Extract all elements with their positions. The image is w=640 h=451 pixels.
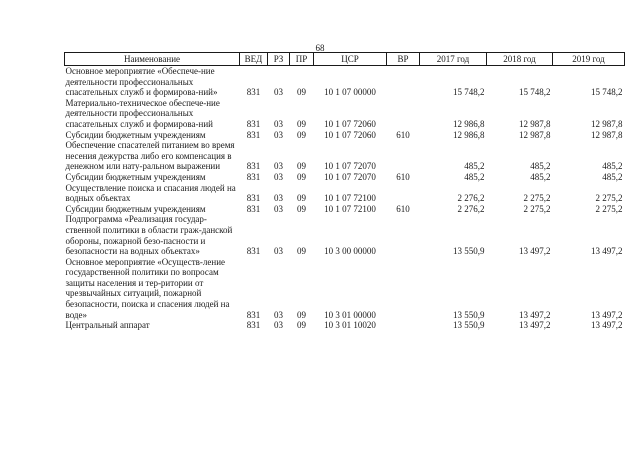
row-2019: 13 497,2	[591, 309, 623, 320]
row-2019: 2 275,2	[595, 193, 623, 204]
row-vr: 610	[396, 129, 410, 140]
row-csr: 10 1 07 72070	[324, 171, 376, 182]
row-csr: 10 3 00 00000	[324, 246, 376, 257]
row-pr: 09	[297, 309, 306, 320]
table-row	[65, 257, 625, 321]
row-rz: 03	[274, 118, 283, 129]
row-csr: 10 1 07 72100	[324, 193, 376, 204]
row-csr: 10 1 07 72060	[324, 129, 376, 140]
table-row	[65, 214, 625, 256]
row-2019: 2 275,2	[595, 203, 623, 214]
header-2018: 2018 год	[487, 53, 553, 66]
row-2019: 485,2	[602, 171, 623, 182]
row-vr: 610	[396, 203, 410, 214]
row-2018: 12 987,8	[519, 129, 551, 140]
row-ved: 831	[246, 203, 261, 214]
row-ved: 831	[246, 118, 261, 129]
row-vr	[387, 257, 420, 321]
row-ved: 831	[246, 171, 261, 182]
row-name: Осуществление поиска и спасания людей на водных объектах	[65, 182, 236, 204]
row-2017: 13 550,9	[453, 320, 485, 331]
row-rz: 03	[274, 193, 283, 204]
row-ved: 831	[246, 309, 261, 320]
row-name: Основное мероприятие «Обеспече-ние деятельности профессиональных спасательных служб и формирова-ний»	[65, 66, 218, 98]
row-csr: 10 1 07 72070	[324, 161, 376, 172]
row-2018: 2 275,2	[523, 193, 551, 204]
row-csr: 10 1 07 72100	[324, 203, 376, 214]
row-2019: 485,2	[602, 161, 623, 172]
row-2018: 2 275,2	[523, 203, 551, 214]
row-rz: 03	[274, 203, 283, 214]
table-row	[65, 204, 625, 215]
row-2019: 13 497,2	[591, 320, 623, 331]
row-ved: 831	[246, 246, 261, 257]
row-vr	[387, 98, 420, 130]
row-2017: 2 276,2	[457, 193, 485, 204]
row-2019: 15 748,2	[591, 87, 623, 98]
row-vr	[387, 320, 420, 331]
row-2018: 13 497,2	[519, 309, 551, 320]
row-ved: 831	[246, 161, 261, 172]
table-row	[65, 183, 625, 204]
row-2018: 485,2	[530, 161, 551, 172]
row-2017: 13 550,9	[453, 246, 485, 257]
row-name: Центральный аппарат	[65, 320, 150, 331]
row-ved: 831	[246, 87, 261, 98]
row-rz: 03	[274, 309, 283, 320]
table-row	[65, 98, 625, 130]
row-vr	[387, 66, 420, 98]
row-rz: 03	[274, 87, 283, 98]
header-pr: ПР	[290, 53, 314, 66]
row-name: Субсидии бюджетным учреждениям	[65, 203, 206, 214]
header-2019: 2019 год	[553, 53, 625, 66]
header-csr: ЦСР	[314, 53, 387, 66]
row-csr: 10 1 07 72060	[324, 118, 376, 129]
table-row	[65, 172, 625, 183]
row-rz: 03	[274, 171, 283, 182]
row-pr: 09	[297, 87, 306, 98]
header-ved: ВЕД	[240, 53, 268, 66]
row-pr: 09	[297, 129, 306, 140]
table-row	[65, 320, 625, 331]
row-rz: 03	[274, 161, 283, 172]
row-pr: 09	[297, 161, 306, 172]
page-number: 68	[315, 43, 325, 53]
row-name: Подпрограмма «Реализация государ-ственной политики в области граж-данской обороны, пожарной безо-пасности и безопасности на водных объектах»	[65, 214, 233, 257]
row-rz: 03	[274, 246, 283, 257]
row-pr: 09	[297, 246, 306, 257]
row-2018: 13 497,2	[519, 320, 551, 331]
row-2017: 13 550,9	[453, 309, 485, 320]
table-body	[65, 66, 625, 331]
header-vr: ВР	[387, 53, 420, 66]
row-2019: 13 497,2	[591, 246, 623, 257]
row-2017: 485,2	[464, 161, 485, 172]
row-2017: 485,2	[464, 171, 485, 182]
budget-table	[64, 52, 625, 331]
table-row	[65, 130, 625, 141]
row-2017: 12 986,8	[453, 118, 485, 129]
row-2018: 15 748,2	[519, 87, 551, 98]
row-csr: 10 3 01 00000	[324, 309, 376, 320]
row-name: Основное мероприятие «Осуществ-ление государственной политики по вопросам защиты населения и тер-ритории от чрезвычайных ситуаций, пожарной безопасности, поиска и спасения людей на воде»	[65, 256, 230, 320]
header-rz: РЗ	[268, 53, 290, 66]
row-pr: 09	[297, 171, 306, 182]
row-vr	[387, 183, 420, 204]
row-name: Субсидии бюджетным учреждениям	[65, 171, 206, 182]
row-csr: 10 1 07 00000	[324, 87, 376, 98]
row-pr: 09	[297, 320, 306, 331]
row-rz: 03	[274, 129, 283, 140]
row-pr: 09	[297, 118, 306, 129]
row-rz: 03	[274, 320, 283, 331]
row-name: Субсидии бюджетным учреждениям	[65, 129, 206, 140]
row-ved: 831	[246, 193, 261, 204]
row-2017: 2 276,2	[457, 203, 485, 214]
row-2018: 12 987,8	[519, 118, 551, 129]
row-ved: 831	[246, 129, 261, 140]
row-2017: 15 748,2	[453, 87, 485, 98]
header-name: Наименование	[65, 53, 240, 66]
table-header-row	[65, 53, 625, 66]
row-vr	[387, 214, 420, 256]
table-row	[65, 66, 625, 98]
header-2017: 2017 год	[420, 53, 487, 66]
row-2019: 12 987,8	[591, 129, 623, 140]
row-2017: 12 986,8	[453, 129, 485, 140]
row-csr: 10 3 01 10020	[324, 320, 376, 331]
row-2018: 485,2	[530, 171, 551, 182]
row-2019: 12 987,8	[591, 118, 623, 129]
row-pr: 09	[297, 193, 306, 204]
row-ved: 831	[246, 320, 261, 331]
row-vr: 610	[396, 171, 410, 182]
row-name: Обеспечение спасателей питанием во время несения дежурства либо его компенсация в денежном или нату-ральном выражении	[65, 140, 235, 172]
row-pr: 09	[297, 203, 306, 214]
row-name: Материально-техническое обеспече-ние деятельности профессиональных спасательных служб и формирова-ний	[65, 97, 220, 129]
row-vr	[387, 140, 420, 172]
table-row	[65, 140, 625, 172]
row-2018: 13 497,2	[519, 246, 551, 257]
